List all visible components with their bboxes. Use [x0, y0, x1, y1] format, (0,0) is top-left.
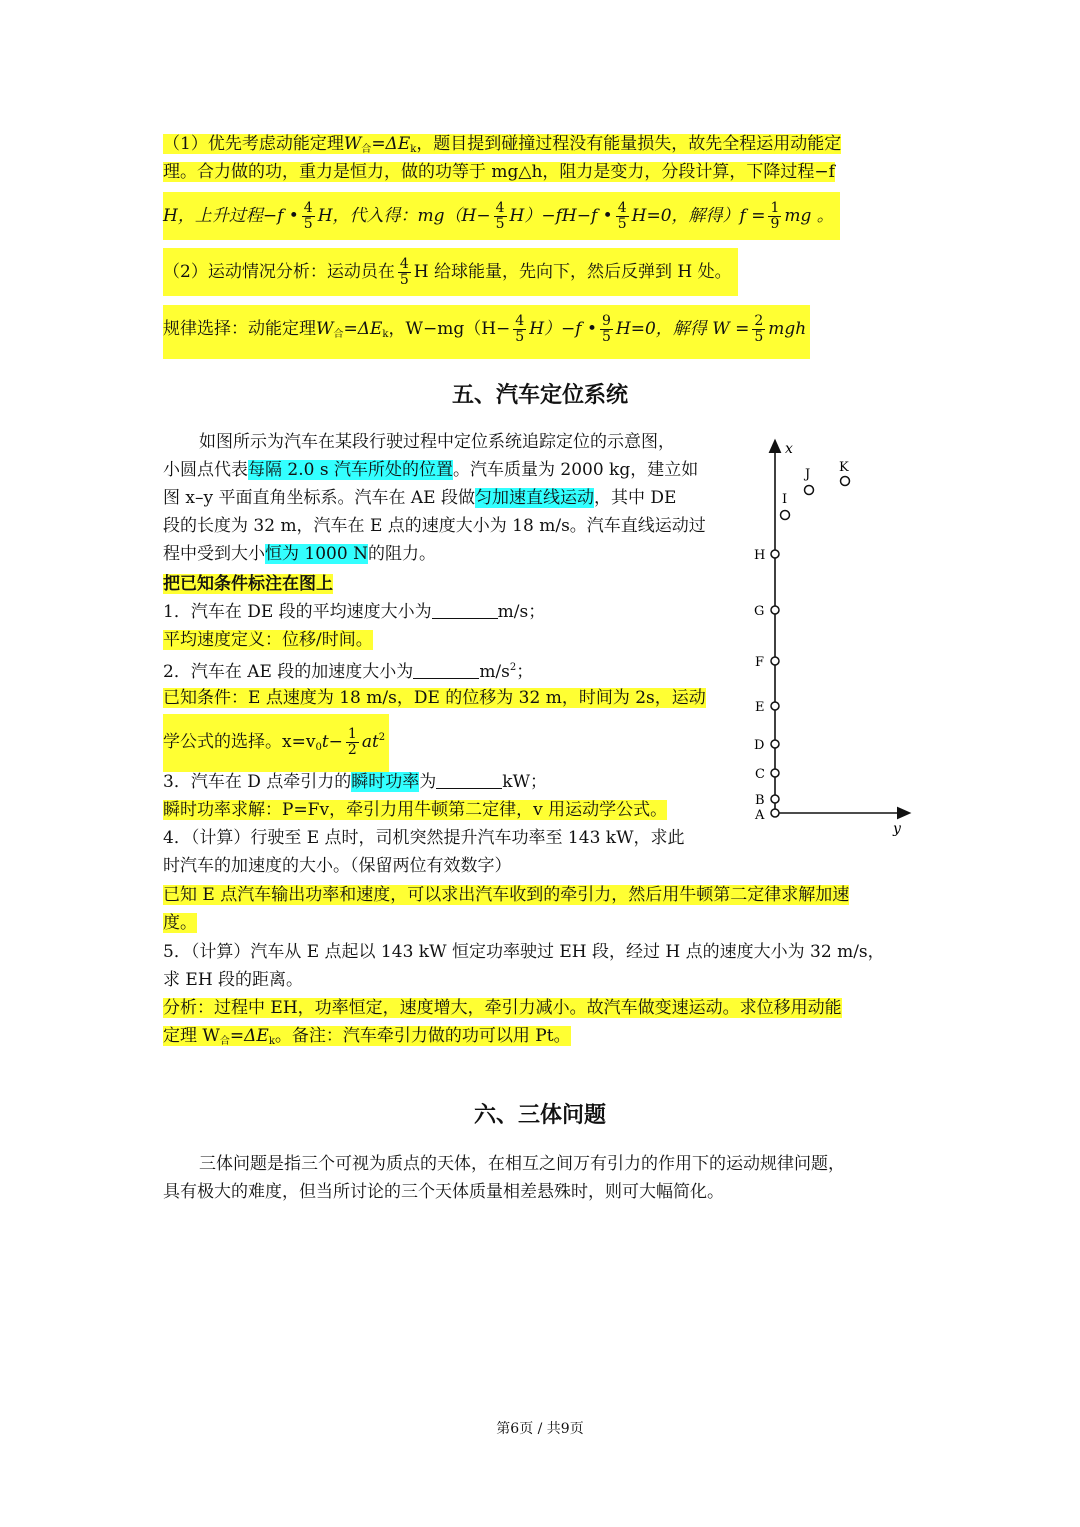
- hint-2b: 学公式的选择。$x=v_0t-$ $\frac{1}{2}$ $at^2$: [163, 714, 389, 772]
- hint-2a: 已知条件：E 点速度为 18 m/s，DE 的位移为 32 m，时间为 2s，运动: [163, 688, 706, 708]
- point-J-label: J: [805, 467, 811, 482]
- hint-3: 瞬时功率求解：P=Fv，牵引力用牛顿第二定律，v 用运动学公式。: [163, 800, 668, 820]
- point-C-label: C: [755, 767, 765, 782]
- s4-line5: 规律选择：动能定理$W_合=\Delta E_k$，W−mg（H− $\frac{4}{5}$ H）−f • $\frac{9}{5}$ H=0，解得 W = $\frac{2}{5}$ mgh: [163, 305, 810, 359]
- point-H-label: H: [754, 548, 766, 563]
- y-axis-label: y: [893, 821, 901, 837]
- hint-1: 平均速度定义：位移/时间。: [163, 630, 373, 650]
- point-E: [771, 702, 779, 710]
- s4-line4: （2）运动情况分析：运动员在 $\frac{4}{5}$ H 给球能量，先向下，然后反弹到 H 处。: [163, 248, 738, 296]
- section-title-5: 五、汽车定位系统: [451, 383, 628, 408]
- s4-line3: H，上升过程−f • $\frac{4}{5}$ H，代入得：mg（H− $\frac{4}{5}$ H）−fH−f • $\frac{4}{5}$ H=0，解得）f = $\frac{1}{9}$ mg 。: [163, 192, 840, 240]
- question-2: 2．汽车在 AE 段的加速度大小为 $m/s^2$；: [163, 662, 534, 682]
- point-A-label: A: [755, 808, 765, 823]
- point-F-label: F: [755, 655, 765, 670]
- point-H: [771, 550, 779, 558]
- page-footer: 第6页 / 共9页: [496, 1421, 584, 1437]
- hint-5: 分析：过程中 EH，功率恒定，速度增大，牵引力减小。故汽车做变速运动。求位移用动能 定理 $W_合=\Delta E_k$。备注：汽车牵引力做的功可以用 Pt。: [163, 998, 842, 1047]
- point-I-label: I: [782, 492, 788, 507]
- point-G-label: G: [754, 604, 765, 619]
- point-K: [841, 477, 850, 486]
- point-D-label: D: [754, 738, 765, 753]
- answer-blank: [432, 602, 498, 619]
- question-1: 1．汽车在 DE 段的平均速度大小为 m/s；: [163, 602, 546, 622]
- point-D: [771, 740, 779, 748]
- fraction: $\frac{4}{5}$: [303, 200, 313, 232]
- answer-blank: [413, 662, 479, 679]
- point-K-label: K: [839, 460, 849, 475]
- point-C: [771, 769, 779, 777]
- point-G: [771, 606, 779, 614]
- x-axis-label: x: [785, 441, 793, 457]
- sec5-bold-instruction: 把已知条件标注在图上: [163, 574, 333, 594]
- hint-4: 已知 E 点汽车输出功率和速度，可以求出汽车收到的牵引力，然后用牛顿第二定律求解加速 度。: [163, 885, 850, 933]
- position-diagram: [745, 435, 915, 845]
- point-J: [805, 486, 814, 495]
- s4-line2: 理。合力做的功，重力是恒力，做的功等于 mg△h，阻力是变力，分段计算，下降过程−f: [163, 162, 835, 182]
- answer-blank: [436, 772, 502, 789]
- sec6-paragraph: 三体问题是指三个可视为质点的天体，在相互之间万有引力的作用下的运动规律问题， 具有极大的难度，但当所讨论的三个天体质量相差悬殊时，则可大幅简化。: [163, 1154, 845, 1202]
- question-4: 4．（计算）行驶至 E 点时，司机突然提升汽车功率至 143 kW，求此 时汽车的加速度的大小。（保留两位有效数字）: [163, 828, 685, 876]
- point-I: [781, 511, 790, 520]
- question-3: 3．汽车在 D 点牵引力的瞬时功率为 kW；: [163, 772, 548, 792]
- sec5-intro: 如图所示为汽车在某段行驶过程中定位系统追踪定位的示意图， 小圆点代表每隔 2.0 s 汽车所处的位置。汽车质量为 2000 kg，建立如 图 x–y 平面直角坐标系。汽车在 AE 段做匀加速直线运动，其中 DE 段的长度为 32 m，汽车在 E 点的速度大小为 18 m/s。汽车直线运动过 程中受到大小恒为 1000 N的阻力。: [163, 432, 706, 564]
- point-B: [771, 795, 779, 803]
- point-B-label: B: [755, 793, 765, 808]
- point-E-label: E: [755, 700, 765, 715]
- point-F: [771, 657, 779, 665]
- section-title-6: 六、三体问题: [473, 1103, 606, 1128]
- question-5: 5．（计算）汽车从 E 点起以 143 kW 恒定功率驶过 EH 段，经过 H 点的速度大小为 32 m/s， 求 EH 段的距离。: [163, 942, 885, 990]
- s4-line1: （1）优先考虑动能定理$W_合=\Delta E_k$，题目提到碰撞过程没有能量损失，故先全程运用动能定: [163, 134, 842, 155]
- point-A: [771, 809, 779, 817]
